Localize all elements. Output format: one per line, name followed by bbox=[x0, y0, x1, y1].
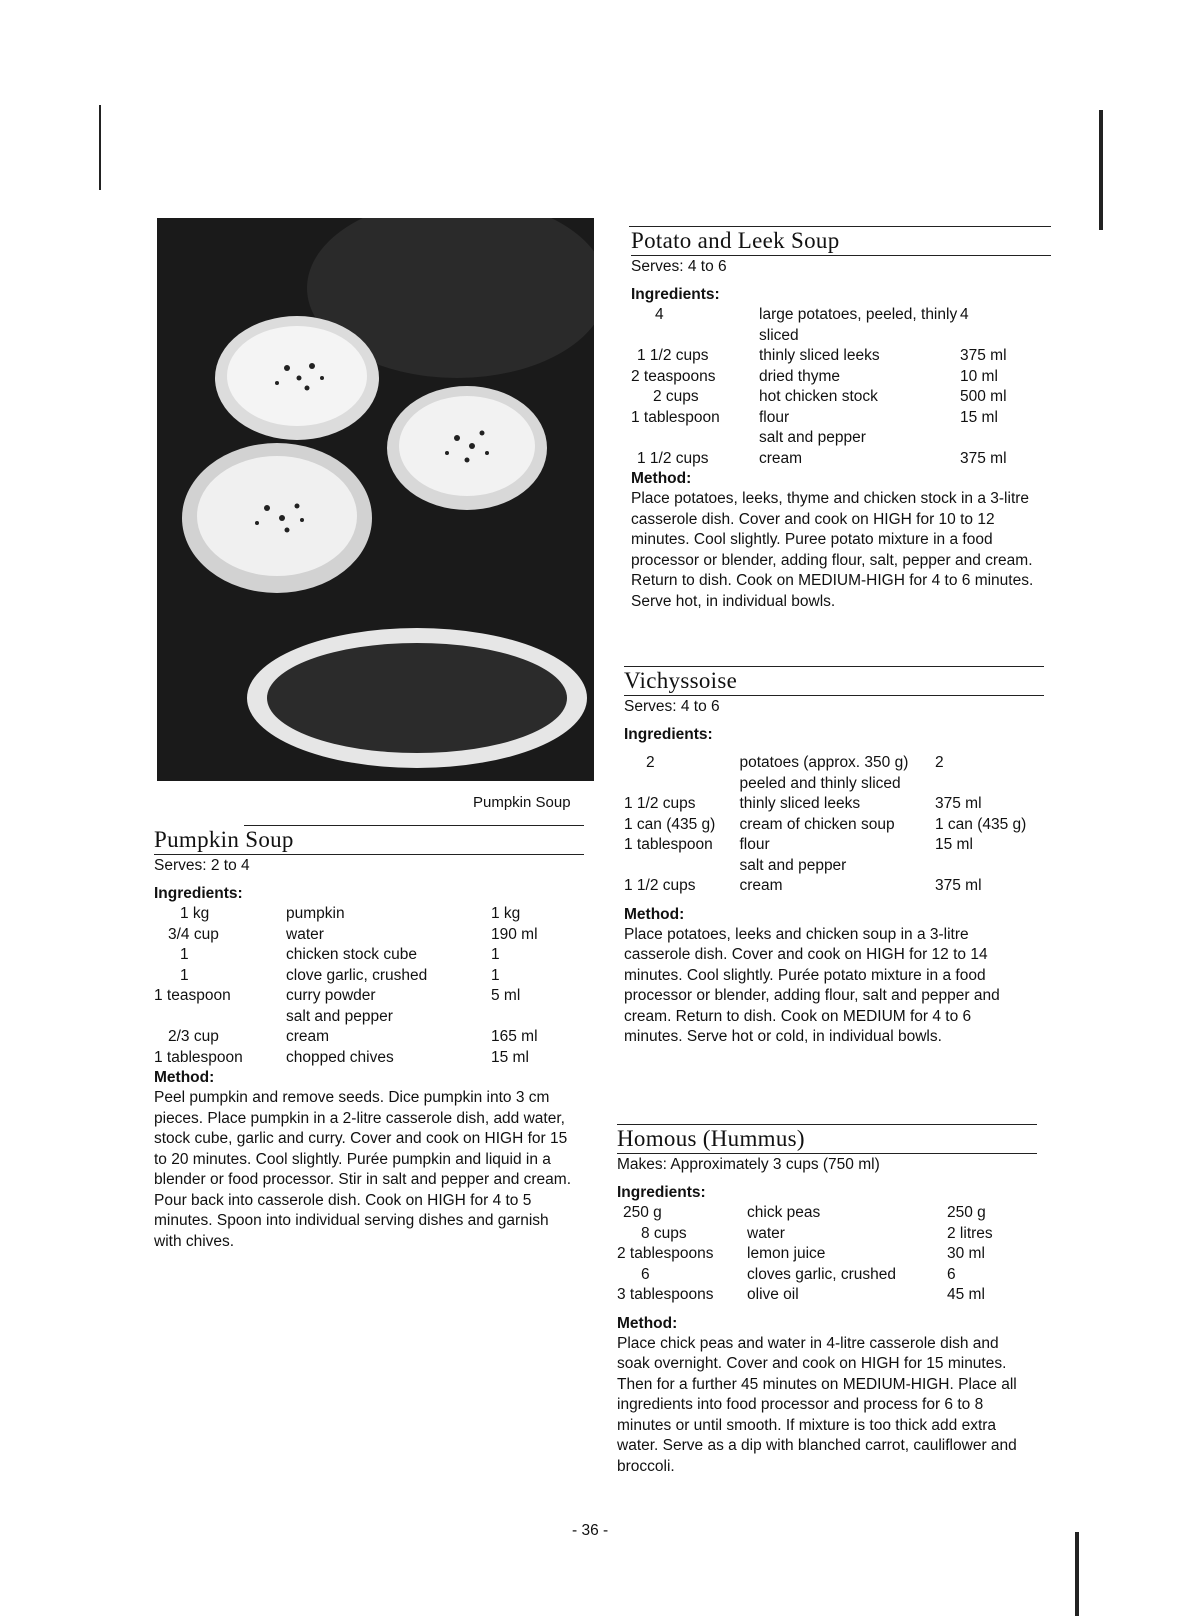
imperial-quantity bbox=[154, 1007, 286, 1028]
metric-quantity: 250 g bbox=[947, 1204, 986, 1221]
method-label: Method: bbox=[154, 1069, 215, 1086]
ingredient-name: salt and pepper bbox=[759, 429, 866, 446]
metric-quantity: 1 kg bbox=[491, 905, 521, 922]
metric-quantity: 5 ml bbox=[491, 987, 521, 1004]
ingredient-row bbox=[154, 904, 571, 925]
recipe-title: Homous (Hummus) bbox=[617, 1126, 805, 1151]
ingredient-row bbox=[154, 986, 571, 1007]
recipe-title: Vichyssoise bbox=[624, 668, 738, 693]
ingredient-row bbox=[617, 1224, 1027, 1245]
metric-quantity: 375 ml bbox=[934, 877, 982, 894]
imperial-quantity: 1 1/2 cups bbox=[624, 795, 696, 812]
metric-quantity: 4 bbox=[960, 306, 969, 323]
ingredient-row bbox=[617, 1285, 1027, 1306]
ingredients-label: Ingredients: bbox=[631, 286, 720, 303]
method-text: Place potatoes, leeks, thyme and chicken stock in a 3-litre casserole dish. Cover and cook on HIGH for 10 to 12 minutes. Cool slightly. Puree potato mixture in a food processor or blender, adding flour, salt, pepper and cream. Return to dish. Cook on MEDIUM-HIGH for 4 to 6 minutes. Serve hot, in individual bowls. bbox=[631, 490, 1034, 610]
ingredient-row bbox=[631, 387, 1040, 408]
ingredient-name: lemon juice bbox=[747, 1245, 826, 1262]
ingredient-name: water bbox=[747, 1224, 785, 1242]
ingredient-name: olive oil bbox=[747, 1286, 799, 1303]
imperial-quantity: 2 teaspoons bbox=[631, 367, 716, 385]
imperial-quantity: 1 can (435 g) bbox=[624, 815, 716, 833]
ingredient-name: salt and pepper bbox=[286, 1007, 393, 1025]
ingredient-row bbox=[154, 945, 571, 966]
ingredient-name: chicken stock cube bbox=[286, 946, 417, 963]
ingredient-name: thinly sliced leeks bbox=[739, 795, 861, 812]
metric-quantity: 15 ml bbox=[960, 408, 998, 426]
ingredient-row bbox=[154, 1027, 571, 1048]
imperial-quantity: 2 bbox=[646, 754, 655, 771]
imperial-quantity: 1 teaspoon bbox=[154, 987, 231, 1004]
serves-line: Serves: 4 to 6 bbox=[631, 258, 727, 275]
ingredient-row bbox=[631, 449, 1040, 470]
ingredient-row bbox=[154, 925, 571, 946]
photo-illustration bbox=[157, 218, 594, 781]
metric-quantity: 1 can (435 g) bbox=[934, 815, 1027, 833]
title-rule-bottom bbox=[617, 1153, 1037, 1154]
recipe-vichyssoise bbox=[624, 666, 1044, 1048]
metric-quantity: 10 ml bbox=[960, 367, 998, 385]
metric-quantity: 375 ml bbox=[934, 795, 982, 812]
imperial-quantity: 2/3 cup bbox=[168, 1028, 219, 1045]
ingredient-name: dried thyme bbox=[759, 367, 840, 385]
ingredient-name: water bbox=[286, 925, 324, 943]
metric-quantity: 45 ml bbox=[947, 1286, 985, 1303]
scan-mark-right-top bbox=[1099, 110, 1103, 230]
ingredients-table bbox=[617, 1203, 1027, 1306]
metric-quantity: 15 ml bbox=[934, 836, 973, 853]
metric-quantity: 6 bbox=[947, 1265, 956, 1283]
imperial-quantity: 8 cups bbox=[641, 1224, 687, 1242]
title-rule-bottom bbox=[631, 255, 1051, 256]
recipe-title: Potato and Leek Soup bbox=[631, 228, 840, 253]
ingredient-row bbox=[631, 367, 1040, 388]
ingredient-row bbox=[617, 1244, 1027, 1265]
ingredient-name: potatoes (approx. 350 g) peeled and thinly sliced bbox=[739, 754, 909, 792]
ingredient-row bbox=[617, 1265, 1027, 1286]
method-label: Method: bbox=[624, 905, 685, 923]
method-text: Peel pumpkin and remove seeds. Dice pumpkin into 3 cm pieces. Place pumpkin in a 2-litre casserole dish, add water, stock cube, garlic and curry. Cover and cook on HIGH for 15 to 20 minutes. Cool slightly. Purée pumpkin and liquid in a blender or food processor. Stir in salt and pepper and cream. Pour back into casserole dish. Cook on HIGH for 4 to 5 minutes. Spoon into individual serving dishes and garnish with chives. bbox=[154, 1089, 572, 1250]
imperial-quantity: 4 bbox=[655, 306, 664, 323]
ingredients-table bbox=[624, 745, 1044, 897]
ingredients-label: Ingredients: bbox=[154, 885, 243, 902]
ingredient-name: thinly sliced leeks bbox=[759, 347, 880, 364]
scan-mark-left bbox=[99, 105, 101, 190]
ingredient-row bbox=[631, 346, 1040, 367]
serves-line: Serves: 4 to 6 bbox=[624, 698, 720, 715]
recipe-pumpkin-soup bbox=[154, 825, 584, 1252]
ingredients-label: Ingredients: bbox=[624, 726, 713, 743]
metric-quantity: 15 ml bbox=[491, 1048, 529, 1066]
ingredient-row bbox=[624, 876, 1044, 897]
imperial-quantity: 250 g bbox=[623, 1204, 662, 1221]
imperial-quantity: 1 kg bbox=[180, 905, 210, 922]
ingredient-row bbox=[617, 1203, 1027, 1224]
recipe-homous bbox=[617, 1124, 1037, 1477]
ingredient-name: clove garlic, crushed bbox=[286, 966, 428, 984]
ingredient-name: cream bbox=[739, 877, 783, 894]
method-label: Method: bbox=[631, 470, 692, 487]
ingredient-row bbox=[154, 1007, 571, 1028]
imperial-quantity bbox=[631, 428, 759, 449]
imperial-quantity: 2 tablespoons bbox=[617, 1245, 714, 1262]
imperial-quantity bbox=[624, 856, 739, 877]
ingredient-row bbox=[624, 835, 1044, 856]
makes-line: Makes: Approximately 3 cups (750 ml) bbox=[617, 1156, 880, 1173]
ingredient-name: salt and pepper bbox=[739, 856, 847, 874]
imperial-quantity: 2 cups bbox=[653, 388, 699, 405]
ingredient-name: chick peas bbox=[747, 1204, 821, 1221]
ingredient-row bbox=[631, 408, 1040, 429]
imperial-quantity: 1 1/2 cups bbox=[637, 449, 709, 467]
method-label: Method: bbox=[617, 1314, 678, 1332]
metric-quantity: 1 bbox=[491, 946, 500, 963]
title-rule-bottom bbox=[154, 854, 584, 855]
metric-quantity: 375 ml bbox=[960, 449, 1007, 467]
ingredient-name: curry powder bbox=[286, 987, 376, 1004]
title-rule-bottom bbox=[624, 695, 1044, 696]
recipe-potato-leek-soup bbox=[631, 226, 1051, 612]
ingredient-name: cloves garlic, crushed bbox=[747, 1265, 897, 1283]
metric-quantity: 2 bbox=[934, 754, 944, 771]
ingredient-row bbox=[624, 856, 1044, 877]
metric-quantity: 1 bbox=[491, 966, 500, 984]
imperial-quantity: 1 tablespoon bbox=[154, 1048, 243, 1066]
ingredient-row bbox=[154, 966, 571, 987]
method-text: Place potatoes, leeks and chicken soup in a 3-litre casserole dish. Cover and cook on HIGH for 12 to 14 minutes. Cool slightly. Purée potato mixture in a food processor or blender, adding flour, salt and pepper and cream. Return to dish. Cook on MEDIUM for 4 to 6 minutes. Serve hot or cold, in individual bowls. bbox=[624, 925, 1000, 1045]
imperial-quantity: 1 1/2 cups bbox=[637, 347, 709, 364]
imperial-quantity: 3/4 cup bbox=[168, 925, 219, 943]
metric-quantity bbox=[491, 1007, 571, 1028]
ingredient-name: large potatoes, peeled, thinly sliced bbox=[759, 306, 958, 344]
metric-quantity: 190 ml bbox=[491, 925, 538, 943]
ingredient-name: hot chicken stock bbox=[759, 388, 878, 405]
imperial-quantity: 6 bbox=[641, 1265, 650, 1283]
metric-quantity: 375 ml bbox=[960, 347, 1007, 364]
scan-mark-right-bottom bbox=[1075, 1532, 1079, 1616]
ingredient-row bbox=[631, 428, 1040, 449]
ingredient-row bbox=[631, 305, 1040, 346]
imperial-quantity: 1 tablespoon bbox=[631, 408, 720, 426]
metric-quantity: 30 ml bbox=[947, 1245, 985, 1262]
ingredient-name: flour bbox=[759, 408, 790, 426]
ingredient-name: chopped chives bbox=[286, 1048, 394, 1066]
imperial-quantity: 1 tablespoon bbox=[624, 836, 713, 853]
ingredient-name: flour bbox=[739, 836, 770, 853]
metric-quantity: 165 ml bbox=[491, 1028, 538, 1045]
metric-quantity: 500 ml bbox=[960, 388, 1007, 405]
ingredients-table bbox=[631, 305, 1040, 469]
photo-caption: Pumpkin Soup bbox=[473, 794, 571, 811]
serves-line: Serves: 2 to 4 bbox=[154, 857, 250, 874]
ingredient-name: pumpkin bbox=[286, 905, 345, 922]
imperial-quantity: 1 bbox=[180, 946, 189, 963]
imperial-quantity: 1 1/2 cups bbox=[624, 877, 696, 894]
ingredient-row bbox=[624, 815, 1044, 836]
recipe-title: Pumpkin Soup bbox=[154, 827, 294, 852]
pumpkin-soup-photo bbox=[157, 218, 594, 781]
metric-quantity bbox=[935, 856, 1044, 877]
ingredient-row bbox=[624, 745, 1044, 794]
method-text: Place chick peas and water in 4-litre casserole dish and soak overnight. Cover and cook on HIGH for 15 minutes. Then for a further 45 minutes on MEDIUM-HIGH. Place all ingredients into food processor and process for 6 to 8 minutes or until smooth. If mixture is too thick add extra water. Serve as a dip with blanched carrot, cauliflower and broccoli. bbox=[617, 1334, 1017, 1475]
metric-quantity bbox=[960, 428, 1040, 449]
metric-quantity: 2 litres bbox=[947, 1224, 993, 1242]
ingredient-row bbox=[624, 794, 1044, 815]
ingredient-name: cream of chicken soup bbox=[739, 815, 895, 833]
imperial-quantity: 1 bbox=[180, 966, 189, 984]
ingredients-table bbox=[154, 904, 571, 1068]
imperial-quantity: 3 tablespoons bbox=[617, 1286, 714, 1303]
page-number: - 36 - bbox=[572, 1522, 609, 1539]
ingredient-name: cream bbox=[759, 449, 803, 467]
ingredients-label: Ingredients: bbox=[617, 1184, 706, 1201]
ingredient-name: cream bbox=[286, 1028, 330, 1045]
ingredient-row bbox=[154, 1048, 571, 1069]
